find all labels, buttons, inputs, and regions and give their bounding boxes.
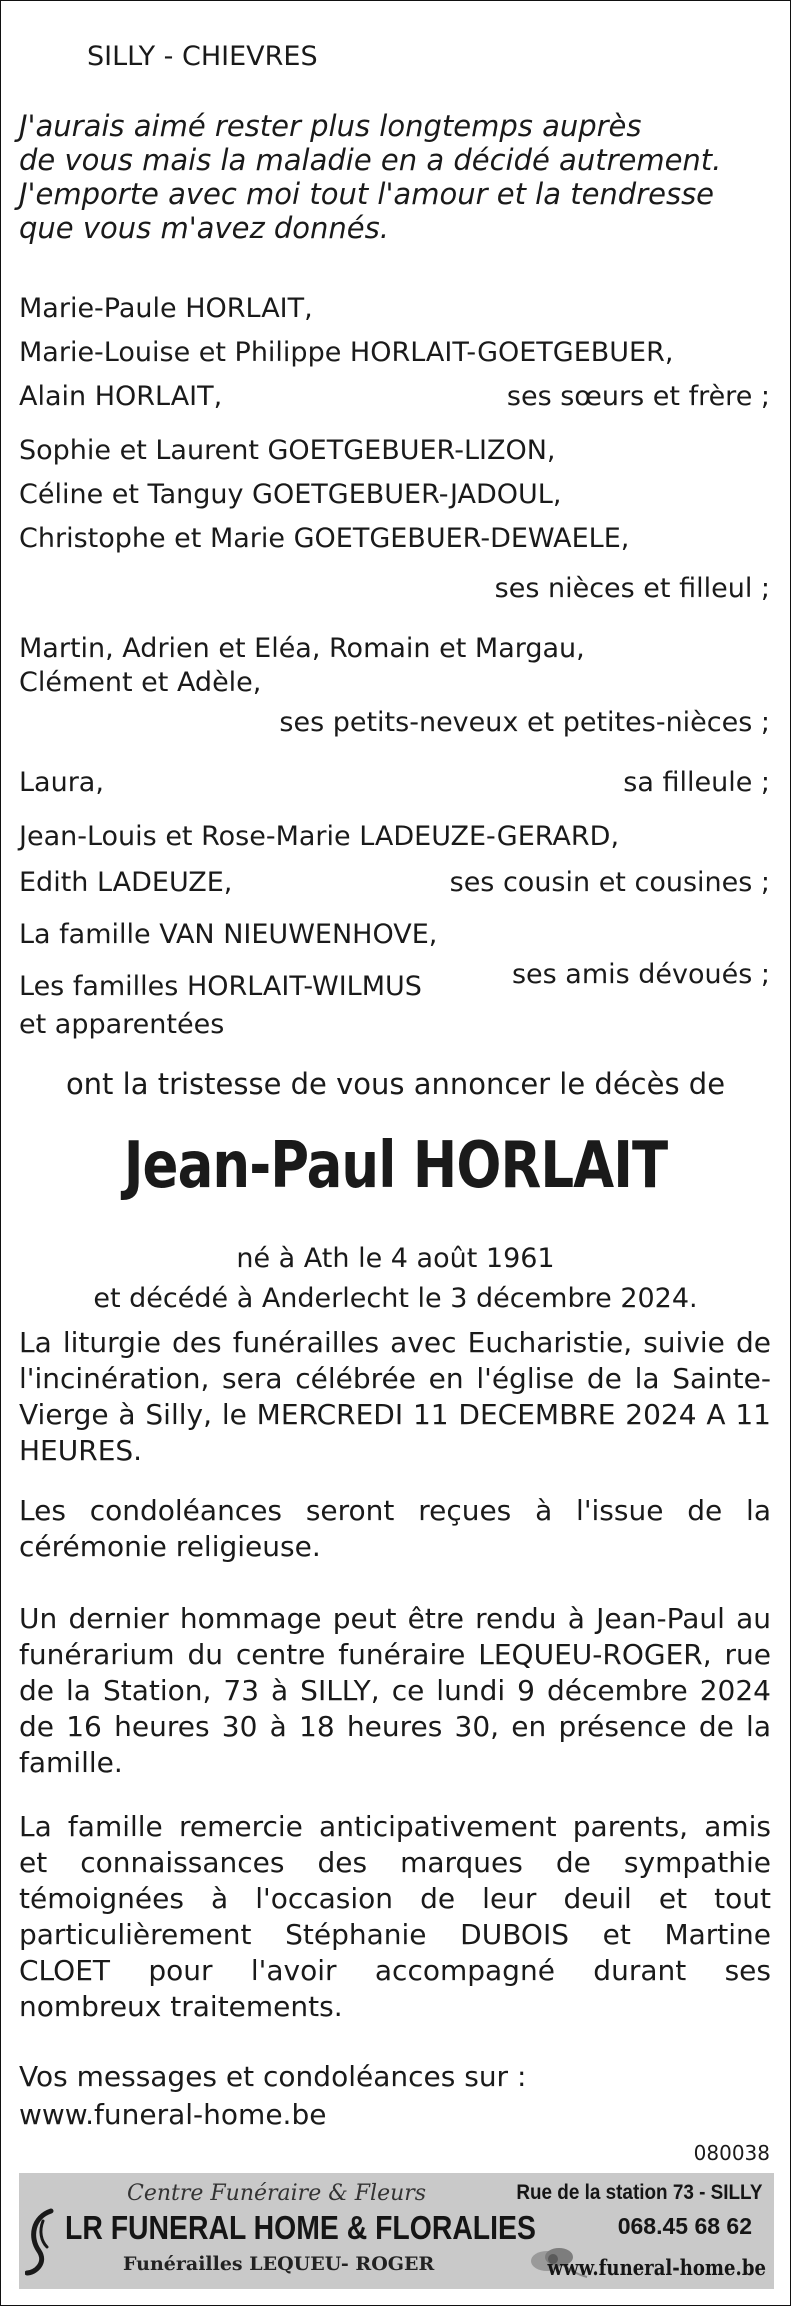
birth-line: né à Ath le 4 août 1961 <box>236 1243 555 1274</box>
family-line: Laura, <box>19 767 104 798</box>
family-relation: ses petits-neveux et petites-nièces ; <box>279 707 770 738</box>
quote-line: J'aurais aimé rester plus longtemps auprès <box>19 109 642 143</box>
announcement: ont la tristesse de vous annoncer le décès de <box>65 1067 726 1101</box>
family-line: Alain HORLAIT, <box>19 381 223 412</box>
swirl-logo-icon <box>25 2207 59 2277</box>
family-line: Clément et Adèle, <box>19 667 262 698</box>
website-link[interactable]: www.funeral-home.be <box>19 2098 327 2131</box>
reference-number: 080038 <box>693 2141 770 2165</box>
family-line: Edith LADEUZE, <box>19 867 233 898</box>
deceased-name: Jean-Paul HORLAIT <box>123 1129 668 1203</box>
family-line: Martin, Adrien et Eléa, Romain et Margau, <box>19 633 585 664</box>
thanks-paragraph: La famille remercie anticipativement parents, amis et connaissances des marques de sympathie témoignées à l'occasion de leur deuil et tout particulièrement Stéphanie DUBOIS et Martine CLOET pour l'avoir accompagné durant ses nombreux traitements. <box>19 1810 771 2023</box>
location-header: SILLY - CHIEVRES <box>87 41 318 72</box>
family-line: Christophe et Marie GOETGEBUER-DEWAELE, <box>19 523 630 554</box>
tribute-paragraph: Un dernier hommage peut être rendu à Jean-Paul au funérarium du centre funéraire LEQUEU-ROGER, rue de la Station, 73 à SILLY, ce lundi 9 décembre 2024 de 16 heures 30 à 18 heures 30, en présence de la famille. <box>19 1602 771 1779</box>
family-line: et apparentées <box>19 1009 225 1040</box>
condolences-paragraph: Les condoléances seront reçues à l'issue de la cérémonie religieuse. <box>19 1494 771 1563</box>
family-relation: ses amis dévoués ; <box>511 959 770 990</box>
family-line: Jean-Louis et Rose-Marie LADEUZE-GERARD, <box>19 821 620 852</box>
banner-website[interactable]: www.funeral-home.be <box>547 2255 766 2280</box>
quote-line: de vous mais la maladie en a décidé autrement. <box>19 143 722 177</box>
banner-address: Rue de la station 73 - SILLY <box>515 2181 762 2204</box>
quote-line: que vous m'avez donnés. <box>19 211 389 245</box>
liturgy-paragraph: La liturgie des funérailles avec Eucharistie, suivie de l'incinération, sera célébrée en l'église de la Sainte-Vierge à Silly, le MERCREDI 11 DECEMBRE 2024 A 11 HEURES. <box>19 1326 771 1467</box>
banner-script-title: Centre Funéraire & Fleurs <box>127 2181 427 2206</box>
family-line: La famille VAN NIEUWENHOVE, <box>19 919 438 950</box>
family-line: Sophie et Laurent GOETGEBUER-LIZON, <box>19 435 556 466</box>
family-line: Les familles HORLAIT-WILMUS <box>19 971 422 1002</box>
banner-subtitle: Funérailles LEQUEU- ROGER <box>123 2253 435 2275</box>
banner-phone[interactable]: 068.45 68 62 <box>617 2213 752 2239</box>
family-line: Marie-Louise et Philippe HORLAIT-GOETGEBUER, <box>19 337 674 368</box>
family-line: Céline et Tanguy GOETGEBUER-JADOUL, <box>19 479 562 510</box>
funeral-home-banner <box>19 2173 774 2289</box>
banner-company-name: LR FUNERAL HOME & FLORALIES <box>65 2209 536 2246</box>
family-line: Marie-Paule HORLAIT, <box>19 293 313 324</box>
family-relation: ses cousin et cousines ; <box>449 867 770 898</box>
messages-line: Vos messages et condoléances sur : <box>19 2060 527 2093</box>
family-relation: sa filleule ; <box>623 767 770 798</box>
quote-line: J'emporte avec moi tout l'amour et la tendresse <box>19 177 715 211</box>
death-line: et décédé à Anderlecht le 3 décembre 2024. <box>93 1283 698 1314</box>
quote <box>19 109 779 245</box>
family-relation: ses nièces et filleul ; <box>494 573 770 604</box>
family-relation: ses sœurs et frère ; <box>506 381 770 412</box>
